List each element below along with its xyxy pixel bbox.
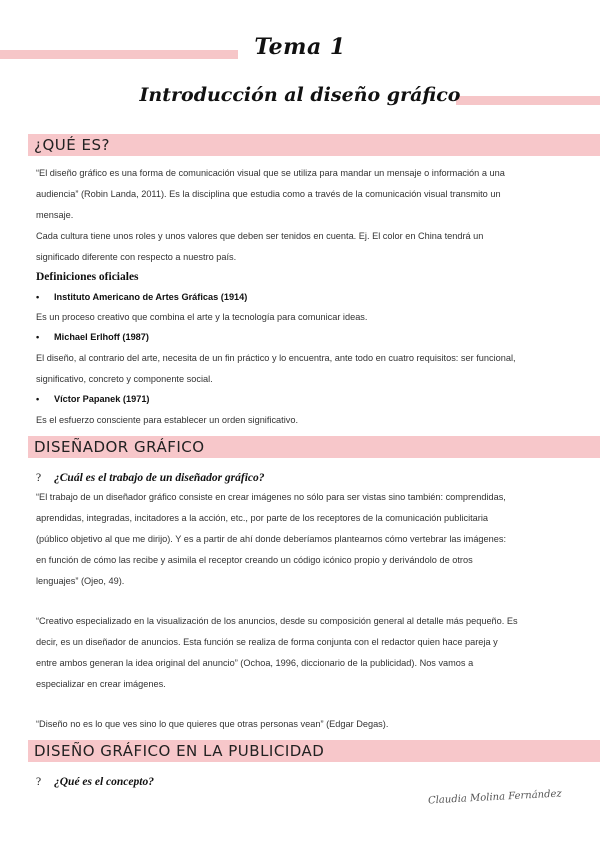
section-header-publicidad: [28, 740, 600, 762]
section-header-que-es: [28, 134, 600, 156]
text-line: Es un proceso creativo que combina el arte y la tecnología para comunicar ideas.: [36, 312, 368, 322]
section-header-disenador: [28, 436, 600, 458]
text-line: “Diseño no es lo que ves sino lo que quieres que otras personas vean” (Edgar Degas).: [36, 719, 389, 729]
definition-item: [36, 332, 149, 342]
text-line: Cada cultura tiene unos roles y unos valores que deben ser tenidos en cuenta. Ej. El color en China tendrá un: [36, 231, 484, 241]
text-line: “El trabajo de un diseñador gráfico consiste en crear imágenes no sólo para ser vistas sino también: comprendidas,: [36, 492, 506, 502]
text-line: Es el esfuerzo consciente para establecer un orden significativo.: [36, 415, 298, 425]
text-line: “El diseño gráfico es una forma de comunicación visual que se utiliza para mandar un mensaje o información a una: [36, 168, 505, 178]
text-line: especializar en crear imágenes.: [36, 679, 166, 689]
text-line: aprendidas, integradas, incitadores a la acción, etc., por parte de los receptores de la comunicación publicitaria: [36, 513, 488, 523]
text-line: significado diferente con respecto a nuestro país.: [36, 252, 237, 262]
text-line: El diseño, al contrario del arte, necesita de un fin práctico y lo encuentra, ante todo en cuatro requisitos: ser funcional,: [36, 353, 516, 363]
definition-source: Michael Erlhoff (1987): [54, 332, 149, 342]
text-line: decir, es un diseñador de anuncios. Esta función se realiza de forma conjunta con el redactor quien hace pareja y: [36, 637, 498, 647]
definition-source: Víctor Papanek (1971): [54, 394, 150, 404]
definition-source: Instituto Americano de Artes Gráficas (1914): [54, 292, 248, 302]
bullet-icon: •: [36, 332, 40, 342]
bullet-icon: •: [36, 292, 40, 302]
question-icon: ?: [36, 776, 42, 788]
author-signature: Claudia Molina Fernández: [427, 788, 562, 807]
page-title-tema: Tema 1: [254, 34, 346, 60]
question-heading: [36, 472, 265, 484]
que-es-paragraph: [36, 163, 566, 268]
definition-text: [36, 307, 566, 328]
definitions-heading: Definiciones oficiales: [36, 271, 139, 283]
bullet-icon: •: [36, 394, 40, 404]
text-line: (público objetivo al que me dirijo). Y es a partir de ahí donde deberíamos plantearnos cómo vertebrar las imágenes:: [36, 534, 507, 544]
question-text: ¿Cuál es el trabajo de un diseñador gráfico?: [54, 472, 265, 484]
text-line: lenguajes” (Ojeo, 49).: [36, 576, 125, 586]
definition-text: [36, 348, 566, 390]
disenador-paragraph-1: [36, 487, 566, 592]
question-icon: ?: [36, 472, 42, 484]
question-heading: [36, 776, 154, 788]
text-line: mensaje.: [36, 210, 74, 220]
text-line: en función de cómo las recibe y asimila el receptor creando un código icónico propio y derivándolo de otros: [36, 555, 473, 565]
section-title: DISEÑO GRÁFICO EN LA PUBLICIDAD: [34, 742, 325, 760]
text-line: “Creativo especializado en la visualización de los anuncios, desde su composición general al detalle más pequeño. Es: [36, 616, 518, 626]
text-line: audiencia” (Robin Landa, 2011). Es la disciplina que estudia como a través de la comunicación visual transmito un: [36, 189, 501, 199]
disenador-paragraph-2: [36, 611, 566, 695]
definition-text: [36, 410, 566, 431]
definition-item: [36, 292, 247, 302]
disenador-quote: [36, 714, 566, 735]
text-line: significativo, concreto y componente social.: [36, 374, 213, 384]
question-text: ¿Qué es el concepto?: [54, 776, 154, 788]
text-line: entre ambos generan la idea original del anuncio” (Ochoa, 1996, diccionario de la publicidad). Nos vamos a: [36, 658, 474, 668]
page-title: Introducción al diseño gráfico: [139, 84, 461, 106]
section-title: DISEÑADOR GRÁFICO: [34, 438, 205, 456]
section-title: ¿QUÉ ES?: [34, 136, 110, 154]
definition-item: [36, 394, 150, 404]
